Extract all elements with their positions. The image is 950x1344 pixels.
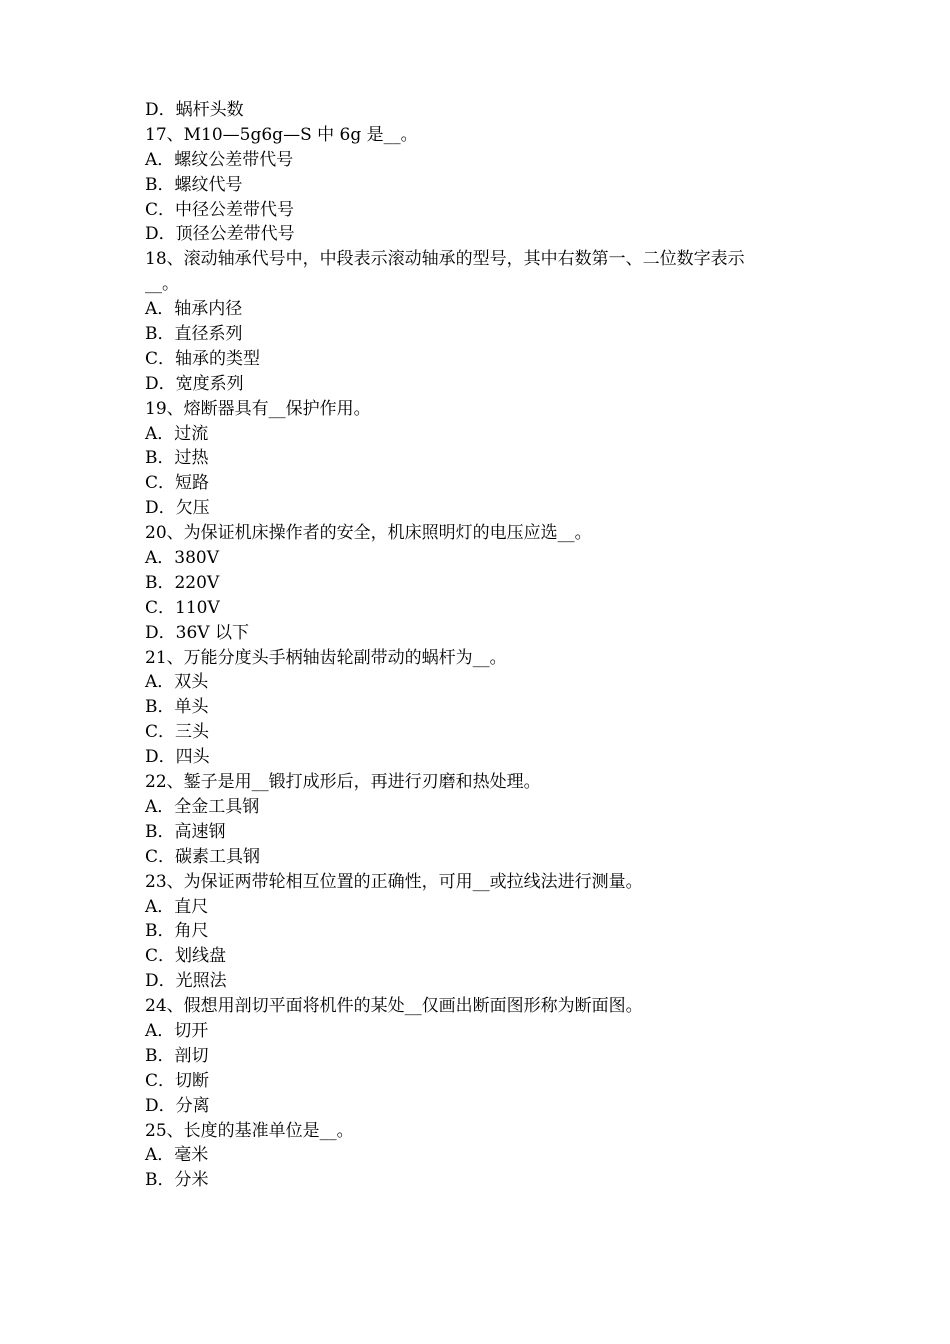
answer-option: C．中径公差带代号 [145, 199, 295, 220]
answer-option: A．直尺 [145, 896, 209, 917]
answer-option: A．毫米 [145, 1145, 209, 1166]
question-22: 22、錾子是用__锻打成形后，再进行刃磨和热处理。 [145, 772, 541, 793]
question-21: 21、万能分度头手柄轴齿轮副带动的蜗杆为__。 [145, 647, 507, 668]
answer-option: B．分米 [145, 1170, 209, 1191]
answer-option: D．宽度系列 [145, 373, 244, 394]
question-17: 17、M10—5g6g—S 中 6g 是__。 [145, 124, 418, 145]
question-18: 18、滚动轴承代号中，中段表示滚动轴承的型号，其中右数第一、二位数字表示 [145, 249, 745, 270]
question-23: 23、为保证两带轮相互位置的正确性，可用__或拉线法进行测量。 [145, 871, 643, 892]
question-24: 24、假想用剖切平面将机件的某处__仅画出断面图形称为断面图。 [145, 996, 643, 1017]
answer-option: C．碳素工具钢 [145, 846, 261, 867]
answer-option: D．顶径公差带代号 [145, 224, 295, 245]
answer-option: B．高速钢 [145, 821, 226, 842]
answer-option: B．单头 [145, 697, 209, 718]
answer-option: C．短路 [145, 473, 210, 494]
answer-option: A．螺纹公差带代号 [145, 149, 294, 170]
answer-option: C．三头 [145, 722, 210, 743]
answer-option: C．划线盘 [145, 946, 227, 967]
answer-option: D．欠压 [145, 498, 210, 519]
answer-option: A．轴承内径 [145, 299, 243, 320]
answer-option: D．分离 [145, 1095, 210, 1116]
answer-option: B．过热 [145, 448, 209, 469]
question-19: 19、熔断器具有__保护作用。 [145, 398, 371, 419]
question-20: 20、为保证机床操作者的安全，机床照明灯的电压应选__。 [145, 523, 592, 544]
question-text-block [145, 98, 825, 1193]
answer-option: B．螺纹代号 [145, 174, 243, 195]
answer-option: D．四头 [145, 747, 210, 768]
answer-option: B．220V [145, 572, 220, 593]
answer-option: A．双头 [145, 672, 209, 693]
question-25: 25、长度的基准单位是__。 [145, 1120, 354, 1141]
answer-option: A．380V [145, 548, 220, 569]
answer-option: B．直径系列 [145, 324, 243, 345]
answer-option: C．轴承的类型 [145, 348, 261, 369]
answer-option: A．全金工具钢 [145, 796, 260, 817]
answer-option: A．切开 [145, 1020, 209, 1041]
answer-option: A．过流 [145, 423, 209, 444]
answer-option: C．切断 [145, 1070, 210, 1091]
answer-option: D．36V 以下 [145, 622, 249, 643]
answer-option: B．角尺 [145, 921, 209, 942]
answer-option: C．110V [145, 597, 220, 618]
answer-option: B．剖切 [145, 1045, 209, 1066]
question-18-continued: __。 [145, 274, 179, 295]
answer-option: D．光照法 [145, 971, 227, 992]
answer-option: D．蜗杆头数 [145, 100, 244, 120]
